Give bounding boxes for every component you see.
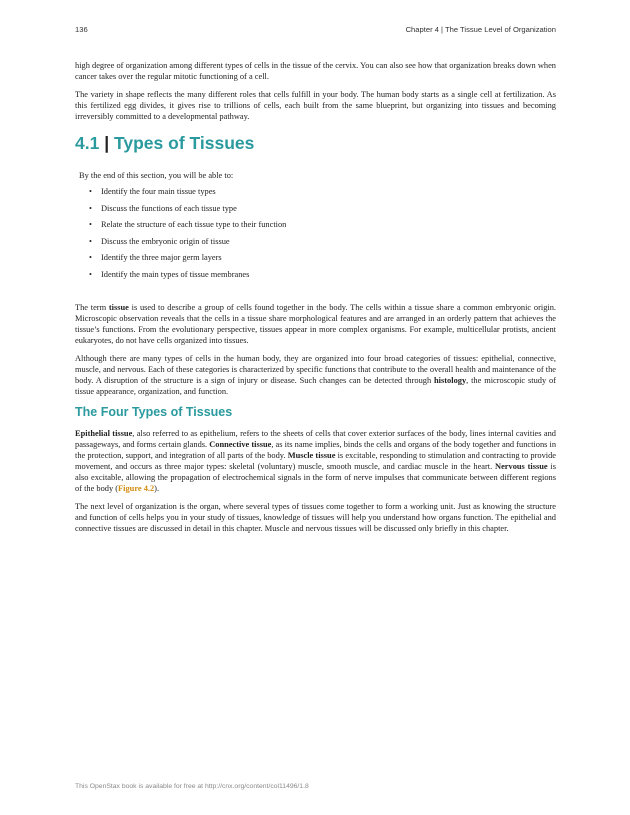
- organ-paragraph: The next level of organization is the organ, where several types of tissues come together to form a working unit. Just as knowing the structure and function of cells helps you in your study of tissues, knowledge of tissues will help you understand how organs function. The epithelial and connective tissues are discussed in detail in this chapter. Muscle and nervous tissues will be discussed only briefly in this chapter.: [75, 501, 556, 533]
- key-term-connective: Connective tissue: [209, 439, 272, 449]
- intro-paragraph: The variety in shape reflects the many different roles that cells fulfill in your body. The human body starts as a single cell at fertilization. As this fertilized egg divides, it gives rise to trillions of cells, each built from the same blueprint, but organizing into tissues and becoming irreversibly committed to a developmental pathway.: [75, 90, 556, 121]
- objectives-list: [79, 186, 556, 280]
- text: Although there are many types of cells in the human body, they are organized into four broad categories of tissues: epithelial, connective, muscle, and nervous. Each of these categories is characterized by specific functions that contribute to the overall health and maintenance of the body. A disruption of the structure is a sign of injury or disease. Such changes can be detected through: [75, 353, 556, 385]
- tissue-definition-paragraph: [75, 302, 556, 346]
- learning-objectives: [75, 170, 556, 280]
- section-separator: |: [104, 133, 110, 153]
- objective-item: • Discuss the functions of each tissue type: [89, 203, 556, 214]
- text: is used to describe a group of cells found together in the body. The cells within a tissue share a common embryonic origin. Microscopic observation reveals that the cells in a tissue share morphological features and are arranged in an orderly pattern that achieves the tissue’s functions. From the evolutionary perspective, tissues appear in more complex organisms. For example, multicellular protists, ancient eukaryotes, do not have cells organized into tissues.: [75, 302, 556, 345]
- key-term-muscle: Muscle tissue: [287, 450, 336, 460]
- four-types-paragraph: [75, 428, 556, 494]
- text: , the microscopic study of tissue appearance, organization, and function.: [75, 375, 556, 396]
- figure-link[interactable]: Figure 4.2: [118, 483, 155, 493]
- page-content: [75, 60, 556, 541]
- objective-item: • Relate the structure of each tissue type to their function: [89, 219, 556, 230]
- objective-item: • Identify the three major germ layers: [89, 252, 556, 263]
- text: , also referred to as epithelium, refers to the sheets of cells that cover exterior surfaces of the body, lines internal cavities and passageways, and forms certain glands.: [75, 428, 556, 449]
- intro-paragraph: high degree of organization among different types of cells in the tissue of the cervix. You can also see how that organization breaks down when cancer takes over the regular mitotic functioning of a cell.: [75, 61, 556, 81]
- page-number: 136: [75, 25, 88, 34]
- running-header: [75, 25, 556, 34]
- key-term-tissue: tissue: [108, 302, 129, 312]
- objective-item: • Identify the main types of tissue membranes: [89, 269, 556, 280]
- page-footer: This OpenStax book is available for free at http://cnx.org/content/col11496/1.8: [75, 783, 309, 790]
- text: The term: [75, 302, 109, 312]
- objective-item: • Identify the four main tissue types: [89, 186, 556, 197]
- text: is excitable, responding to stimulation and contracting to provide movement, and occurs as three major types: skeletal (voluntary) muscle, smooth muscle, and cardiac muscle in the heart.: [75, 450, 556, 471]
- key-term-nervous: Nervous tissue: [495, 461, 548, 471]
- chapter-title: Chapter 4 | The Tissue Level of Organization: [405, 25, 556, 34]
- key-term-epithelial: Epithelial tissue: [75, 428, 133, 438]
- text: is also excitable, allowing the propagation of electrochemical signals in the form of nerve impulses that communicate between different regions of the body (: [75, 461, 556, 493]
- section-title: Types of Tissues: [113, 133, 255, 153]
- histology-paragraph: [75, 353, 556, 397]
- key-term-histology: histology: [434, 375, 467, 385]
- objectives-intro: By the end of this section, you will be able to:: [79, 171, 234, 180]
- objective-item: • Discuss the embryonic origin of tissue: [89, 236, 556, 247]
- section-number: 4.1: [75, 133, 100, 153]
- subsection-heading: The Four Types of Tissues: [75, 404, 233, 419]
- text: , as its name implies, binds the cells and organs of the body together and functions in the protection, support, and integration of all parts of the body.: [75, 439, 557, 460]
- section-heading: [75, 132, 556, 154]
- text: ).: [154, 483, 160, 493]
